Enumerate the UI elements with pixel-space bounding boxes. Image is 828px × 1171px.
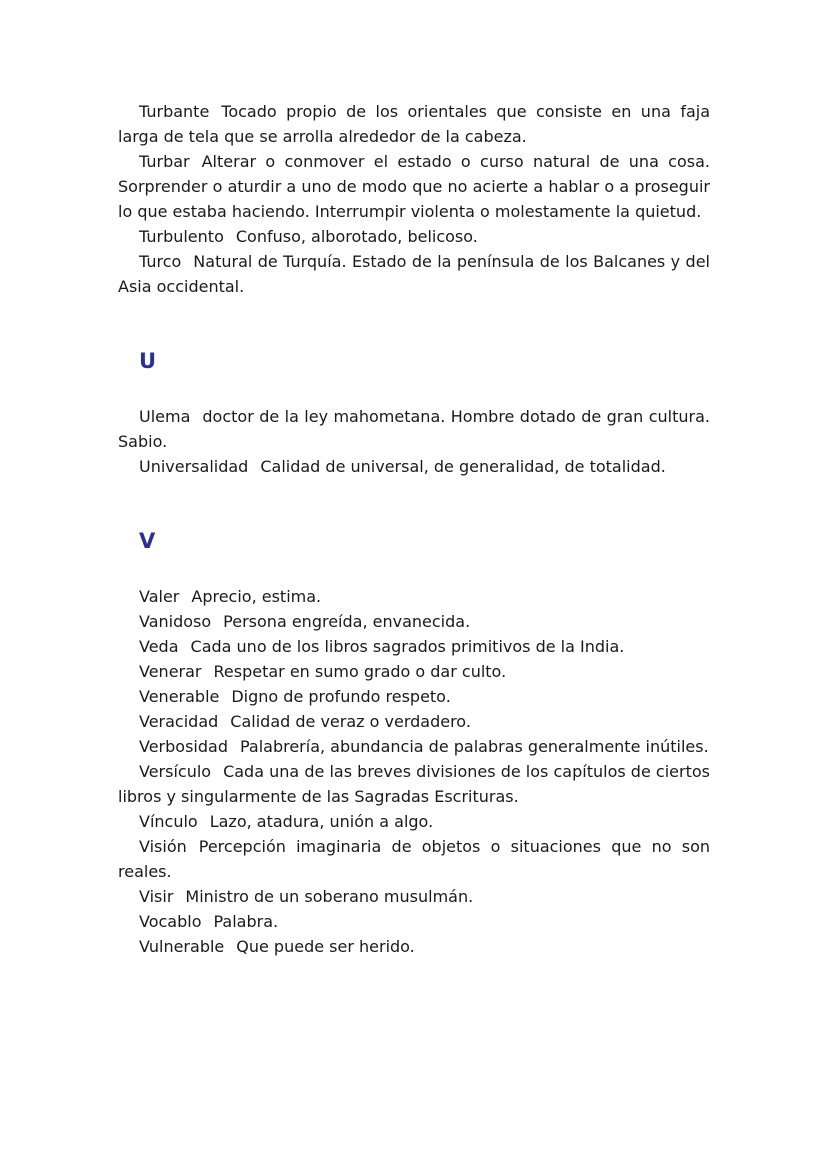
- entry-term: Visión: [139, 837, 187, 856]
- entry-definition: Persona engreída, envanecida.: [223, 612, 471, 631]
- section-v-entries: [118, 584, 710, 959]
- entry-term: Vocablo: [139, 912, 202, 931]
- entry-definition: Digno de profundo respeto.: [231, 687, 451, 706]
- section-u-entries: [118, 404, 710, 479]
- entry-definition: doctor de la ley mahometana. Hombre dotado de gran cultura. Sabio.: [118, 407, 710, 451]
- glossary-entry: [118, 249, 710, 299]
- entry-definition: Calidad de universal, de generalidad, de totalidad.: [260, 457, 666, 476]
- glossary-entry: [118, 454, 710, 479]
- entry-term: Verbosidad: [139, 737, 228, 756]
- entry-term: Versículo: [139, 762, 212, 781]
- entry-definition: Palabra.: [213, 912, 279, 931]
- glossary-entry: [118, 709, 710, 734]
- section-t-entries: [118, 99, 710, 299]
- entry-definition: Tocado propio de los orientales que consiste en una faja larga de tela que se arrolla alrededor de la cabeza.: [118, 102, 710, 146]
- entry-term: Veracidad: [139, 712, 219, 731]
- entry-definition: Cada una de las breves divisiones de los capítulos de ciertos libros y singularmente de las Sagradas Escrituras.: [118, 762, 710, 806]
- glossary-entry: [118, 834, 710, 884]
- glossary-entry: [118, 609, 710, 634]
- entry-term: Venerable: [139, 687, 220, 706]
- entry-term: Vanidoso: [139, 612, 212, 631]
- entry-term: Visir: [139, 887, 174, 906]
- entry-definition: Cada uno de los libros sagrados primitivos de la India.: [190, 637, 625, 656]
- entry-definition: Respetar en sumo grado o dar culto.: [213, 662, 507, 681]
- glossary-entry: [118, 809, 710, 834]
- entry-definition: Palabrería, abundancia de palabras generalmente inútiles.: [239, 737, 709, 756]
- entry-term: Veda: [139, 637, 179, 656]
- entry-definition: Calidad de veraz o verdadero.: [230, 712, 471, 731]
- glossary-entry: [118, 404, 710, 454]
- glossary-entry: [118, 584, 710, 609]
- entry-term: Universalidad: [139, 457, 249, 476]
- glossary-entry: [118, 884, 710, 909]
- glossary-entry: [118, 149, 710, 224]
- entry-term: Vulnerable: [139, 937, 225, 956]
- entry-definition: Natural de Turquía. Estado de la península de los Balcanes y del Asia occidental.: [118, 252, 710, 296]
- glossary-entry: [118, 759, 710, 809]
- entry-term: Venerar: [139, 662, 202, 681]
- entry-term: Turbante: [139, 102, 210, 121]
- glossary-page: [118, 99, 710, 959]
- entry-term: Turbulento: [139, 227, 224, 246]
- entry-term: Turco: [139, 252, 182, 271]
- section-heading-v: V: [139, 529, 156, 553]
- glossary-entry: [118, 909, 710, 934]
- entry-definition: Ministro de un soberano musulmán.: [185, 887, 474, 906]
- entry-definition: Alterar o conmover el estado o curso natural de una cosa. Sorprender o aturdir a uno de modo que no acierte a hablar o a proseguir lo que estaba haciendo. Interrumpir violenta o molestamente la quietud.: [118, 152, 710, 221]
- glossary-entry: [118, 684, 710, 709]
- glossary-entry: [118, 634, 710, 659]
- section-heading-u: U: [139, 349, 157, 373]
- entry-definition: Que puede ser herido.: [236, 937, 415, 956]
- glossary-entry: [118, 934, 710, 959]
- glossary-entry: [118, 99, 710, 149]
- glossary-entry: [118, 224, 710, 249]
- entry-definition: Confuso, alborotado, belicoso.: [235, 227, 478, 246]
- glossary-entry: [118, 734, 710, 759]
- entry-term: Valer: [139, 587, 180, 606]
- entry-term: Vínculo: [139, 812, 198, 831]
- entry-definition: Percepción imaginaria de objetos o situaciones que no son reales.: [118, 837, 710, 881]
- entry-definition: Aprecio, estima.: [191, 587, 322, 606]
- entry-definition: Lazo, atadura, unión a algo.: [209, 812, 434, 831]
- glossary-entry: [118, 659, 710, 684]
- entry-term: Ulema: [139, 407, 191, 426]
- entry-term: Turbar: [139, 152, 190, 171]
